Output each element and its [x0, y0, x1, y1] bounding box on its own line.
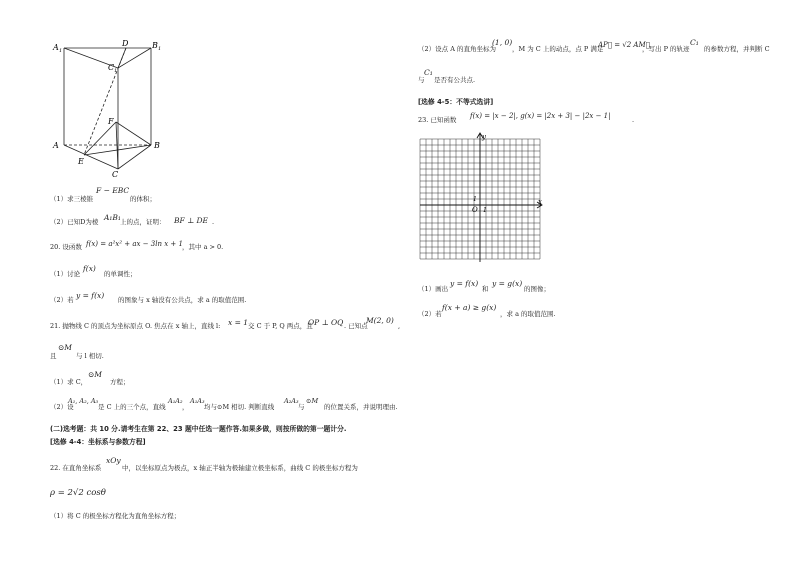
q22-head-math: xOy [106, 456, 121, 465]
q21-head-math3: M(2, 0) [366, 316, 394, 325]
q21-head-a: 21. 抛物线 C 的顶点为坐标原点 O. 焦点在 x 轴上，直线 l: [50, 322, 221, 330]
coordinate-grid [414, 130, 548, 270]
q23-part2-post: ，求 a 的取值范围. [500, 310, 556, 318]
q21-line2-post: 与 l 相切. [76, 352, 104, 360]
label-B: B [154, 141, 160, 150]
q23-part1-pre: （1）画出 [418, 285, 449, 293]
q22-part2-a: （2）设点 A 的直角坐标为 [418, 45, 496, 53]
q23-part1-math1: y = f(x) [450, 279, 479, 288]
q21-head-d: , [398, 322, 401, 330]
q20-head-post: ，其中 a > 0. [182, 243, 224, 251]
q20-head-pre: 20. 设函数 [50, 243, 82, 251]
q22-part2-d: 的参数方程，并判断 C [704, 45, 770, 53]
q19-part1-pre: （1）求三棱锥 [50, 195, 94, 203]
label-C1: C [108, 63, 115, 72]
q21-part1-post: 方程； [110, 378, 130, 386]
q22-part2-math1: (1, 0) [492, 38, 513, 47]
q22-head-pre: 22. 在直角坐标系 [50, 464, 102, 472]
q19-part2-math: A₁B₁ [104, 213, 121, 222]
q21-part2-math2: A₁A₂ [168, 397, 183, 405]
q22-part2-b: ，M 为 C 上的动点，点 P 满足 [512, 45, 604, 53]
q21-part2-math4: A₂A₃ [284, 397, 299, 405]
q21-part2-post: 的位置关系，并说明理由. [324, 403, 398, 411]
q21-part2-pre: （2）设 [50, 403, 74, 411]
label-F: F [108, 117, 114, 126]
label-E: E [78, 157, 84, 166]
q22-head-post: 中，以坐标原点为极点，x 轴正半轴为极轴建立极坐标系，曲线 C 的极坐标方程为 [122, 464, 358, 472]
q21-head-math2: OP ⊥ OQ [308, 318, 344, 327]
q23-part2-math: f(x + a) ≥ g(x) [442, 303, 497, 312]
q21-part2-mid1: 是 C 上的三个点，直线 [98, 403, 166, 411]
label-A1-sub: 1 [59, 48, 63, 54]
label-C1-sub: 1 [114, 68, 118, 74]
q23-head-pre: 23. 已知函数 [418, 116, 457, 124]
q23-part1-post: 的图像； [524, 285, 550, 293]
q22-polar-equation: ρ = 2√2 cosθ [50, 488, 106, 498]
q23-part2-pre: （2）若 [418, 310, 442, 318]
grid-x-one: 1 [483, 207, 487, 214]
grid-y-label: y [482, 133, 486, 141]
q21-part2-math3: A₁A₃ [190, 397, 205, 405]
label-B1-sub: 1 [158, 46, 162, 52]
q21-line2-pre: 且 [50, 352, 57, 360]
prism-figure [50, 38, 170, 178]
q21-head-b: 交 C 于 P, Q 两点，且 [248, 322, 313, 330]
q21-part2-math5: ⊙M [306, 397, 319, 405]
q21-part2-mid4: 与 [298, 403, 305, 411]
q21-line2-math: ⊙M [58, 343, 72, 352]
label-A: A [53, 141, 59, 150]
label-A1: A [53, 43, 59, 52]
q19-part1-post: 的体积； [130, 195, 156, 203]
q23-head-math: f(x) = |x − 2|, g(x) = |2x + 3| − |2x − 1| [470, 112, 611, 120]
q22-part2-math2: AP⃗ = √2 AM⃗ [598, 41, 650, 49]
q20-part1-math: f(x) [83, 264, 96, 273]
q19-part2-math2: BF ⊥ DE [174, 216, 209, 225]
q21-part1-math: ⊙M [88, 370, 102, 379]
grid-y-one: 1 [473, 196, 477, 203]
q19-part1-math: F − EBC [96, 186, 130, 195]
q23-part1-math2: y = g(x) [492, 279, 523, 288]
q22-line3-pre: 与 [418, 76, 425, 84]
q19-part2-mid: 上的点，证明： [120, 218, 166, 226]
q21-part2-mid2: ， [182, 403, 189, 411]
q22-line3-math: C₁ [424, 68, 433, 77]
q21-head-c: . 已知点 [344, 322, 368, 330]
elective-4-4-heading: [选修 4-4：坐标系与参数方程] [50, 438, 146, 446]
q22-line3-post: 是否有公共点. [434, 76, 476, 84]
q21-part1-pre: （1）求 C， [50, 378, 88, 386]
q20-part2-pre: （2）若 [50, 296, 74, 304]
grid-x-label: x [538, 198, 542, 206]
q19-part2-pre: （2）已知D为棱 [50, 218, 99, 226]
label-B1: B [152, 41, 158, 50]
q22-part2-c: ，写出 P 的轨迹 [642, 45, 690, 53]
q21-part2-mid3: 均与⊙M 相切. 判断直线 [204, 403, 275, 411]
q20-part2-post: 的图象与 x 轴没有公共点，求 a 的取值范围. [118, 296, 247, 304]
q20-head-math: f(x) = a²x² + ax − 3ln x + 1 [86, 240, 183, 248]
q22-part1: （1）将 C 的极坐标方程化为直角坐标方程； [50, 512, 181, 520]
q23-head-post: . [632, 116, 635, 124]
label-D: D [122, 39, 129, 48]
q21-head-math1: x = 1 [228, 318, 249, 327]
q19-part2-post: . [212, 218, 215, 226]
section2-title: (二)选考题：共 10 分.请考生在第 22、23 题中任选一题作答.如果多做，则按所做的第一题计分. [50, 425, 347, 433]
q20-part1-post: 的单调性； [104, 270, 137, 278]
q23-part1-mid: 和 [482, 285, 489, 293]
q20-part1-pre: （1）讨论 [50, 270, 81, 278]
grid-origin-label: O [472, 206, 478, 214]
q22-part2-math3: C₁ [690, 38, 699, 47]
q20-part2-math: y = f(x) [76, 291, 105, 300]
label-C: C [112, 170, 119, 178]
elective-4-5-heading: [选修 4-5：不等式选讲] [418, 98, 494, 106]
q21-part2-math1: A₁, A₂, A₃ [68, 397, 99, 405]
